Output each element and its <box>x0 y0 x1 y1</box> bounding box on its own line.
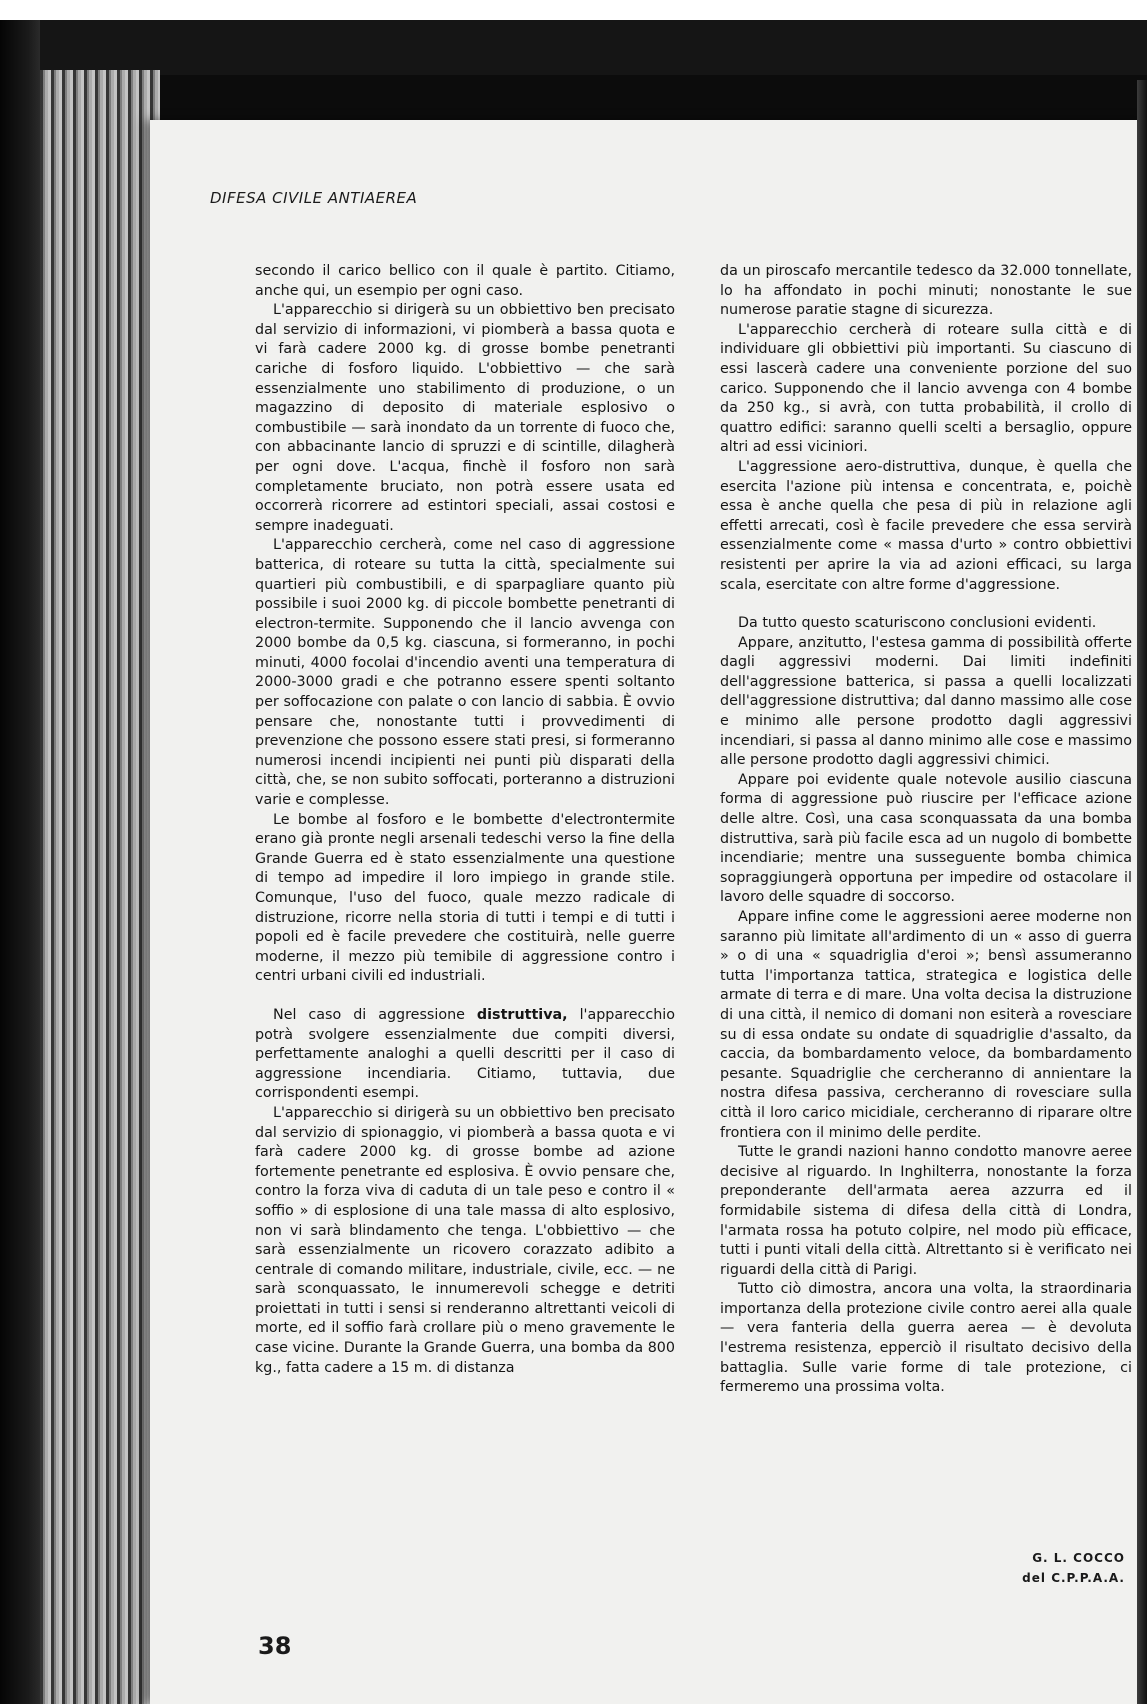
page-number: 38 <box>258 1632 292 1660</box>
author-signature <box>1022 1548 1125 1588</box>
paragraph: da un piroscafo mercantile tedesco da 32.000 tonnellate, lo ha affondato in pochi minuti; nonostante le sue numerose paratie stagne di sicurezza. <box>720 263 1132 319</box>
paragraph: Appare infine come le aggressioni aeree moderne non saranno più limitate all'ardimento di un « asso di guerra » o di una « squadriglia d'eroi »; bensì assumeranno tutta l'importanza tattica, strategica e logistica delle armate di terra e di mare. Una volta decisa la distruzione di una città, il nemico di domani non esiterà a rovesciare su di essa ondate su ondate di squadriglie d'assalto, da caccia, da bombardamento veloce, da bombardamento pesante. Squadriglie che cercheranno di annientare la nostra difesa passiva, cercheranno di rovesciare sulla città il loro carico micidiale, cercheranno di riparare oltre frontiera con il minimo delle perdite. <box>720 909 1132 1141</box>
author-affiliation: del C.P.P.A.A. <box>1022 1571 1125 1585</box>
paragraph <box>255 1006 675 1104</box>
scan-dark-margin <box>0 20 1147 75</box>
scan-top-border <box>0 0 1147 20</box>
author-name: G. L. COCCO <box>1032 1551 1125 1565</box>
right-column <box>720 262 1132 1398</box>
paragraph: Da tutto questo scaturiscono conclusioni evidenti. <box>738 615 1097 632</box>
paragraph: L'apparecchio cercherà di roteare sulla città e di individuare gli obbiettivi più importanti. Su ciascuno di essi lascerà cadere una conveniente porzione del suo carico. Supponendo che il lancio avvenga con 4 bombe da 250 kg., si avrà, con tutta probabilità, il crollo di quattro edifici: saranno quelli scelti a bersaglio, oppure altri ad essi viciniori. <box>720 321 1132 456</box>
paragraph: L'apparecchio cercherà, come nel caso di aggressione batterica, di roteare su tutta la città, specialmente sui quartieri più combustibili, e di sparpagliare quanto più possibile i suoi 2000 kg. di piccole bombette penetranti di electron-termite. Supponendo che il lancio avvenga con 2000 bombe da 0,5 kg. ciascuna, si formeranno, in pochi minuti, 4000 focolai d'incendio aventi una temperatura di 2000-3000 gradi e che potranno essere spenti soltanto per soffocazione con palate o con lancio di sabbia. È ovvio pensare che, nonostante tutti i provvedimenti di prevenzione che possono essere stati presi, si formeranno numerosi incendi incipienti nei punti più disparati della città, che, se non subito soffocati, porteranno a distruzioni varie e complesse. <box>255 537 675 809</box>
paragraph: secondo il carico bellico con il quale è partito. Citiamo, anche qui, un esempio per ogni caso. <box>255 263 675 299</box>
paragraph: Tutto ciò dimostra, ancora una volta, la straordinaria importanza della protezione civile contro aerei alla quale — vera fanteria della guerra aerea — è devoluta l'estrema resistenza, epperciò il risultato decisivo della battaglia. Sulle varie forme di tale protezione, ci fermeremo una prossima volta. <box>720 1281 1132 1396</box>
paragraph: Appare, anzitutto, l'estesa gamma di possibilità offerte dagli aggressivi moderni. Dai limiti indefiniti dell'aggressione batterica, si passa a quelli localizzati dell'aggressione distruttiva; dal danno massimo alle cose e minimo alle persone prodotto dagli aggressivi incendiari, si passa al danno minimo alle cose e massimo alle persone prodotto dagli aggressivi chimici. <box>720 634 1132 769</box>
page-edges <box>40 70 160 1704</box>
left-column <box>255 262 675 1378</box>
paragraph: L'apparecchio si dirigerà su un obbiettivo ben precisato dal servizio di spionaggio, vi piomberà a bassa quota e vi farà cadere 2000 kg. di grosse bombe ad azione fortemente penetrante ed esplosiva. È ovvio pensare che, contro la forza viva di caduta di un tale peso e contro il « soffio » di esplosione di una tale massa di alto esplosivo, non vi sarà blindamento che tenga. L'obbiettivo — che sarà essenzialmente un ricovero corazzato adibito a centrale di comando militare, industriale, civile, ecc. — ne sarà sconquassato, le innumerevoli schegge e detriti proiettati in tutti i sensi si renderanno altrettanti veicoli di morte, ed il soffio farà crollare più o meno gravemente le case vicine. Durante la Grande Guerra, una bomba da 800 kg., fatta cadere a 15 m. di distanza <box>255 1104 675 1376</box>
right-edge-shadow <box>1137 80 1147 1704</box>
paragraph-lead: Nel caso di aggressione <box>273 1006 465 1023</box>
paragraph: Le bombe al fosforo e le bombette d'electrontermite erano già pronte negli arsenali tedeschi verso la fine della Grande Guerra ed è stato essenzialmente una questione di tempo ad impedire il loro impiego in grande stile. Comunque, l'uso del fuoco, quale mezzo radicale di distruzione, ricorre nella storia di tutti i tempi e di tutti i popoli ed è facile prevedere che costituirà, nelle guerre moderne, il mezzo più temibile di aggressione contro i centri urbani civili ed industriali. <box>255 811 675 985</box>
emphasis-word: distruttiva, <box>476 1006 568 1023</box>
running-head: DIFESA CIVILE ANTIAEREA <box>210 189 418 207</box>
book-spine-shadow <box>0 20 40 1704</box>
paragraph: L'apparecchio si dirigerà su un obbiettivo ben precisato dal servizio di informazioni, vi piomberà a bassa quota e vi farà cadere 2000 kg. di grosse bombe penetranti cariche di fosforo liquido. L'obbiettivo — che sarà essenzialmente uno stabilimento di produzione, o un magazzino di deposito di materiale esplosivo o combustibile — sarà inondato da un torrente di fuoco che, con abbacinante lancio di spruzzi e di scintille, dilagherà per ogni dove. L'acqua, finchè il fosforo non sarà completamente bruciato, non potrà essere usata ed occorrerà ricorrere ad estintori speciali, assai costosi e sempre inadeguati. <box>255 302 675 534</box>
paragraph: L'aggressione aero-distruttiva, dunque, è quella che esercita l'azione più intensa e concentrata, e, poichè essa è anche quella che pesa di più in relazione agli effetti arrecati, così è facile prevedere che essa servirà essenzialmente come « massa d'urto » contro obbiettivi resistenti per aprire la via ad azioni efficaci, su larga scala, esercitate con altre forme d'aggressione. <box>720 458 1132 593</box>
paragraph-rest: l'apparecchio potrà svolgere essenzialmente due compiti diversi, perfettamente analoghi a quelli descritti per il caso di aggressione incendiaria. Citiamo, tuttavia, due corrispondenti esempi. <box>255 1006 676 1102</box>
paragraph: Appare poi evidente quale notevole ausilio ciascuna forma di aggressione può riuscire per l'efficace azione delle altre. Così, una casa sconquassata da una bomba distruttiva, sarà più facile esca ad un nugolo di bombette incendiarie; mentre una susseguente bomba chimica sopraggiungerà opportuna per impedire od ostacolare il lavoro delle squadre di soccorso. <box>720 771 1132 906</box>
paragraph: Tutte le grandi nazioni hanno condotto manovre aeree decisive al riguardo. In Inghilterra, nonostante la forza preponderante dell'armata aerea azzurra ed il formidabile sistema di difesa della città di Londra, l'armata rossa ha potuto colpire, nel modo più efficace, tutti i punti vitali della città. Altrettanto si è verificato nei riguardi della città di Parigi. <box>720 1144 1132 1278</box>
